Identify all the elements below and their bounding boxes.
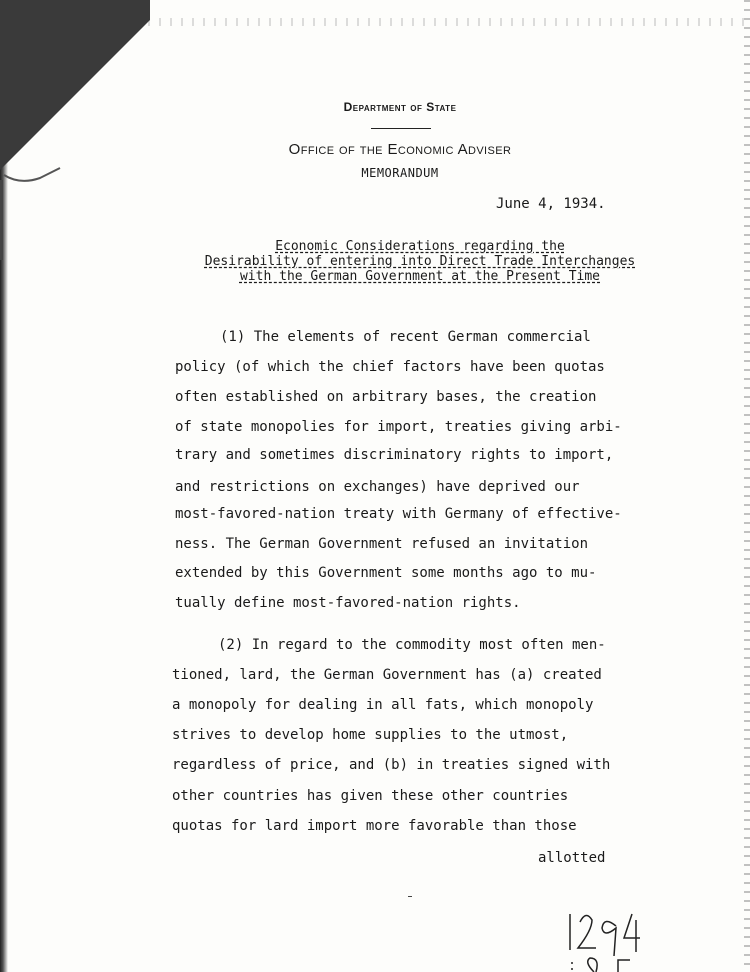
header-divider xyxy=(371,128,431,129)
memo-date: June 4, 1934. xyxy=(496,196,606,212)
handwritten-digit-9 xyxy=(602,921,616,956)
corner-shadow-shape xyxy=(0,0,150,170)
body-line: a monopoly for dealing in all fats, which monopoly xyxy=(172,697,594,713)
subject-line-2: Desirability of entering into Direct Trade Interchanges xyxy=(204,254,636,269)
corner-fold-line xyxy=(4,168,60,181)
body-line: (1) The elements of recent German commercial xyxy=(220,329,591,345)
stray-mark xyxy=(408,896,412,897)
body-line: and restrictions on exchanges) have deprived our xyxy=(175,479,580,495)
body-line: quotas for lard import more favorable than those xyxy=(172,818,577,834)
handwritten-digit-0 xyxy=(588,958,597,972)
handwritten-digit-4 xyxy=(624,914,640,952)
scan-edge-right xyxy=(744,0,750,972)
body-line: tioned, lard, the German Government has (a) created xyxy=(172,667,602,683)
body-line: other countries has given these other countries xyxy=(172,788,569,804)
handwritten-page-number xyxy=(560,908,660,972)
memorandum-label: MEMORANDUM xyxy=(361,166,439,180)
body-line: extended by this Government some months ago to mu- xyxy=(175,565,597,581)
body-line: (2) In regard to the commodity most often men- xyxy=(218,637,606,653)
handwritten-digit-5 xyxy=(618,960,630,972)
subject-line-1: Economic Considerations regarding the xyxy=(275,239,565,254)
body-line: most-favored-nation treaty with Germany of effective- xyxy=(175,506,622,522)
body-line: tually define most-favored-nation rights. xyxy=(175,595,521,611)
body-line: ness. The German Government refused an invitation xyxy=(175,536,589,552)
body-line: trary and sometimes discriminatory rights to import, xyxy=(175,447,614,463)
body-line: policy (of which the chief factors have been quotas xyxy=(175,359,605,375)
body-line: strives to develop home supplies to the utmost, xyxy=(172,727,569,743)
body-line: of state monopolies for import, treaties giving arbi- xyxy=(175,419,622,435)
department-heading: Department of State xyxy=(343,100,457,114)
catchword: allotted xyxy=(538,850,606,866)
body-line: often established on arbitrary bases, the creation xyxy=(175,389,597,405)
corner-edge-strip xyxy=(0,180,3,260)
subject-block xyxy=(150,239,690,284)
body-line: regardless of price, and (b) in treaties signed with xyxy=(172,757,611,773)
office-heading: Office of the Economic Adviser xyxy=(288,141,512,158)
folded-corner-shadow xyxy=(0,0,170,260)
subject-line-3: with the German Government at the Present Time xyxy=(239,269,601,284)
handwritten-digit-2 xyxy=(578,915,596,948)
